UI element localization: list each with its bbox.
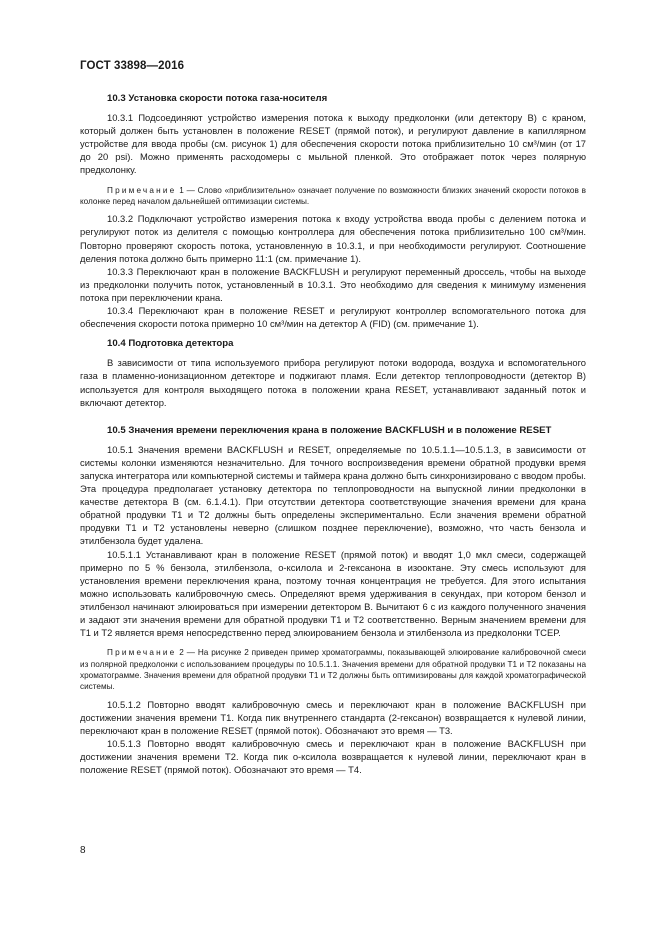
paragraph-10-3-4: 10.3.4 Переключают кран в положение RESET и регулируют контроллер вспомогательного потока для обеспечения скорости потока примерно 10 см³/мин на детектор А (FID) (см. примечание 1). — [80, 305, 586, 330]
note-label: Примечание — [107, 648, 177, 658]
paragraph-10-3-3: 10.3.3 Переключают кран в положение BACKFLUSH и регулируют переменный дроссель, чтобы на выходе из предколонки получить поток, установленный в 10.3.1. Это необходимо для сведения к минимуму изменения потока при переключении крана. — [80, 265, 586, 303]
paragraph-10-5-1-1: 10.5.1.1 Устанавливают кран в положение RESET (прямой поток) и вводят 1,0 мкл смеси, содержащей примерно по 5 % бензола, этилбензола, о-ксилола и 2-гексанона в изооктане. Эту смесь используют для установления времени переключения крана, поэтому точная концентрация не требуется. Для этого испытания можно использовать калибровочную смесь. Определяют время удерживания в секундах, при котором бензол и этилбензол начинают элюироваться при измерении детектором В. Вычитают 6 с из каждого полученного значения и задают эти значения времени для обратной продувки Т1 и Т2 соответственно. Верным значением времени для Т1 и Т2 является время непосредственно перед элюированием бензола и этилбензола из предколонки TCEP. — [80, 548, 586, 639]
paragraph-10-5-1-3: 10.5.1.3 Повторно вводят калибровочную смесь и переключают кран в положение BACKFLUSH при достижении значения времени Т2. Когда пик о-ксилола возвращается к нулевой линии, переключают кран в положение RESET (прямой поток). Обозначают это время — Т4. — [80, 738, 586, 776]
paragraph-10-5-1-2: 10.5.1.2 Повторно вводят калибровочную смесь и переключают кран в положение BACKFLUSH при достижении значения времени Т1. Когда пик внутреннего стандарта (2-гексанон) возвращается к нулевой линии, переключают кран в положение RESET (прямой поток). Обозначают это время — Т3. — [80, 698, 586, 736]
paragraph-10-3-2: 10.3.2 Подключают устройство измерения потока к входу устройства ввода пробы с делением потока и регулируют поток из делителя с помощью контроллера для обеспечения потока приблизительно 100 см³/мин. Повторно проверяют скорость потока, установленную в 10.3.1, и при необходимости регулируют. Соотношение деления потока должно быть примерно 11:1 (см. примечание 1). — [80, 213, 586, 264]
note-2 — [80, 647, 586, 693]
note-text: 1 — Слово «приблизительно» означает получение по возможности близких значений скорости потоков в колонке перед началом дальнейшей оптимизации системы. — [80, 185, 586, 206]
section-heading-10-4: 10.4 Подготовка детектора — [107, 338, 234, 350]
note-label: Примечание — [107, 185, 177, 195]
page-number: 8 — [80, 845, 86, 856]
paragraph-10-5-1: 10.5.1 Значения времени BACKFLUSH и RESET, определяемые по 10.5.1.1—10.5.1.3, в зависимости от системы колонки изменяются незначительно. Для точного воспроизведения времени обратной продувки время запуска интегратора или компьютерной системы и таймера крана должно быть синхронизировано с вводом пробы. Эта процедура предполагает установку детектора по теплопроводности на выпускной линии предколонки в качестве детектора В (см. 6.1.4.1). При отсутствии детектора соответствующие значения времени для крана обратной продувки Т1 и Т2 должны быть определены экспериментально. Если значения времени обратной продувки Т1 и Т2 установлены неверно (слишком позднее переключение), возможно, что часть бензола и этилбензола будет удалена. — [80, 443, 586, 547]
paragraph-10-3-1: 10.3.1 Подсоединяют устройство измерения потока к выходу предколонки (или детектору В) с краном, который должен быть установлен в положение RESET (прямой поток), и регулируют давление в капиллярном устройстве для ввода пробы (см. рисунок 1) для обеспечения скорости потока приблизительно 10 см³/мин (от 17 до 20 psi). Можно применять расходомеры с мыльной пленкой. Это отображает поток через полярную предколонку. — [80, 112, 586, 176]
paragraph-10-4: В зависимости от типа используемого прибора регулируют потоки водорода, воздуха и вспомогательного газа в пламенно-ионизационном детекторе и поджигают пламя. Если детектор теплопроводности (детектор В) используется для контроля выходящего потока в положении крана RESET, устанавливают заданный поток и включают детектор. — [80, 357, 586, 408]
note-text: 2 — На рисунке 2 приведен пример хроматограммы, показывающей элюирование калибровочной смеси из полярной предколонки с использованием процедуры по 10.5.1.1. Значения времени для обратной продувки Т1 и Т2 показаны на хроматограмме. Значения времени для обратной продувки Т1 и Т2 должны быть оптимизированы для каждой хроматографической системы. — [80, 648, 586, 692]
standard-header: ГОСТ 33898—2016 — [80, 60, 185, 72]
section-heading-10-3: 10.3 Установка скорости потока газа-носителя — [107, 93, 328, 104]
page-content — [80, 92, 586, 776]
section-heading-10-5: 10.5 Значения времени переключения крана в положение BACKFLUSH и в положение RESET — [107, 424, 552, 436]
note-1 — [80, 185, 586, 208]
